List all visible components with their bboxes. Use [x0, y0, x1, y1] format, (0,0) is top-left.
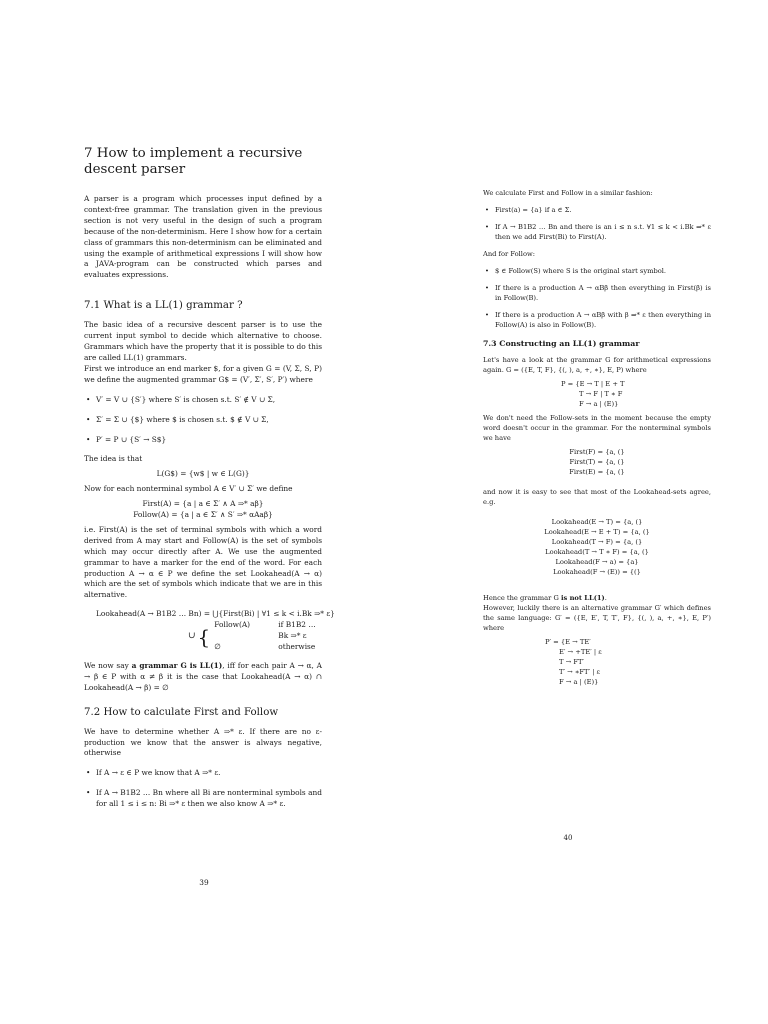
section-7-2-title: 7.2 How to calculate First and Follow [84, 706, 279, 718]
section-7-intro: A parser is a program which processes input defined by a context-free grammar. The translation given in the previous section is not very useful in the design of such a program because of the non-determinism. Here I show how for a certain class of grammars this non-determinism can be eliminated and using the example of arithmetical expressions I will show how a JAVA-program can be constructed which parses and evaluates expressions. [84, 194, 322, 280]
production-line: F → a | (E)} [579, 400, 619, 408]
lookahead-definition [84, 609, 335, 653]
augmented-grammar-list [84, 395, 322, 446]
lookahead-intro: and now it is easy to see that most of the Lookahead-sets agree, e.g. [483, 488, 711, 506]
list-item: • If there is a production A → αBβ with β ⇒* ε then everything in Follow(A) is also in Follow(B). [483, 310, 711, 330]
list-item: • If there is a production A → αBβ then everything in First(β) is in Follow(B). [483, 283, 711, 303]
production-line: T′ → ∗FT′ | ε [559, 668, 600, 676]
list-item: • If A → B1B2 … Bn and there is an i ≤ n s.t. ∀1 ≤ k < i.Bk ⇒* ε then we add First(Bi) to First(A). [483, 222, 711, 242]
right-page [384, 0, 768, 1024]
case-1-value: Follow(A) [214, 620, 251, 630]
case-brace: { [197, 624, 211, 649]
ll1-condition: We now say a grammar G is LL(1), iff for each pair A → α, A → β ∈ P with α ≠ β it is the case that Lookahead(A → α) ∩ Lookahead(A → β) = ∅ [84, 660, 322, 692]
first-follow-explanation: i.e. First(A) is the set of terminal symbols with which a word derived from A may start and Follow(A) is the set of symbols which may occur directly after A. We use the augmented grammar to have a marker for the end of the word. For each production A → α ∈ P we define the set Lookahead(A → α) which are the set of symbols which indicate that we are in this alternative. [84, 524, 322, 600]
production-line: E′ → +TE′ | ε [559, 648, 602, 656]
lookahead-set-line: Lookahead(T → F) = {a, (} [551, 538, 643, 546]
ll1-bold-term: a grammar G is LL(1) [131, 660, 223, 670]
right-column [483, 188, 711, 691]
language-equation: L(G$) = {w$ | w ∈ L(G)} [156, 469, 250, 479]
alternative-productions [545, 637, 711, 687]
production-line: P′ = {E → TE′ [545, 638, 591, 646]
page-number: 40 [563, 834, 573, 842]
grammar-intro: Let's have a look at the grammar G for arithmetical expressions again. G = ({E, T, F}, {(, ), a, +, ∗}, E, P) where [483, 356, 711, 374]
first-rules-list [483, 205, 711, 242]
alternative-grammar-text: However, luckily there is an alternative grammar G′ which defines the same language: G′ = ({E, E′, T, T′, F}, {(, ), a, +, ∗}, E, P′) where [483, 604, 711, 632]
lookahead-set-line: Lookahead(F → (E)) = {(} [553, 568, 641, 576]
union-symbol: ∪ [188, 631, 196, 642]
production-line: T → FT′ [559, 658, 584, 666]
augmented-grammar-paragraph: First we introduce an end marker $, for a given G = (V, Σ, S, P) we define the augmented grammar G$ = (V′, Σ′, S′, P′) where [84, 363, 322, 384]
first-definition: First(A) = {a | a ∈ Σ′ ∧ A ⇒* aβ} [142, 499, 264, 509]
list-item: • If A → ε ∈ P we know that A ⇒* ε. [84, 768, 322, 779]
lookahead-set-line: Lookahead(F → a) = {a} [555, 558, 639, 566]
first-set-line: First(T) = {a, (} [569, 458, 625, 466]
case-1-condition: if B1B2 … Bk ⇒* ε [278, 620, 316, 641]
lookahead-formula: Lookahead(A → B1B2 … Bn) = ⋃{First(Bi) | ∀1 ≤ k < i.Bk ⇒* ε} [96, 609, 335, 619]
case-2-condition: otherwise [278, 642, 316, 651]
not-ll1-bold: is not LL(1) [560, 594, 605, 602]
follow-intro: And for Follow: [483, 250, 535, 258]
lookahead-cases [214, 620, 322, 653]
idea-label: The idea is that [84, 454, 143, 464]
ll1-definition-paragraph: The basic idea of a recursive descent parser is to use the current input symbol to decide which alternative to choose. Grammars which have the property that it is possible to do this are called LL(1) grammars. [84, 320, 322, 362]
production-line: P = {E → T | E + T [561, 380, 625, 388]
list-item: • P′ = P ∪ {S′ → S$} [84, 435, 322, 446]
nonterminal-text: Now for each nonterminal symbol A ∈ V′ ∪ Σ′ we define [84, 484, 293, 494]
list-item: • First(a) = {a} if a ∈ Σ. [483, 205, 711, 215]
follow-definition: Follow(A) = {a | a ∈ Σ′ ∧ S′ ⇒* αAaβ} [133, 510, 273, 520]
first-set-line: First(E) = {a, (} [569, 468, 625, 476]
lookahead-set-line: Lookahead(E → E + T) = {a, (} [544, 528, 650, 536]
left-column [84, 146, 335, 819]
list-item: • Σ′ = Σ ∪ {$} where $ is chosen s.t. $ ∉ V ∪ Σ, [84, 415, 322, 426]
section-7-1-title: 7.1 What is a LL(1) grammar ? [84, 300, 243, 312]
follow-note: We don't need the Follow-sets in the moment because the empty word doesn't occur in the grammar. For the nonterminal symbols we have [483, 414, 711, 442]
follow-rules-list [483, 266, 711, 330]
lookahead-set-line: Lookahead(T → T ∗ F) = {a, (} [545, 548, 649, 556]
first-sets [483, 447, 711, 477]
production-line: F → a | (E)} [559, 678, 599, 686]
list-item: • If A → B1B2 … Bn where all Bi are nonterminal symbols and for all 1 ≤ i ≤ n: Bi ⇒* ε then we also know A ⇒* ε. [84, 788, 322, 810]
epsilon-paragraph: We have to determine whether A ⇒* ε. If there are no ε-production we know that the answer is always negative, otherwise [84, 726, 322, 758]
list-item: • V′ = V ∪ {S′} where S′ is chosen s.t. S′ ∉ V ∪ Σ, [84, 395, 322, 406]
section-7-3-title: 7.3 Constructing an LL(1) grammar [483, 339, 640, 348]
page-number: 39 [199, 878, 209, 887]
first-set-line: First(F) = {a, (} [569, 448, 625, 456]
epsilon-rules-list [84, 768, 322, 810]
calc-intro: We calculate First and Follow in a similar fashion: [483, 189, 653, 197]
grammar-productions [561, 379, 711, 409]
list-item: • $ ∈ Follow(S) where S is the original start symbol. [483, 266, 711, 276]
not-ll1-statement: Hence the grammar G is not LL(1). [483, 594, 607, 602]
lookahead-sets [483, 517, 711, 577]
production-line: T → F | T ∗ F [579, 390, 623, 398]
first-follow-definitions [84, 499, 322, 521]
case-2-value: ∅ [214, 642, 221, 651]
section-7-title: 7 How to implement a recursive descent parser [84, 146, 303, 177]
lookahead-set-line: Lookahead(E → T) = {a, (} [551, 518, 643, 526]
